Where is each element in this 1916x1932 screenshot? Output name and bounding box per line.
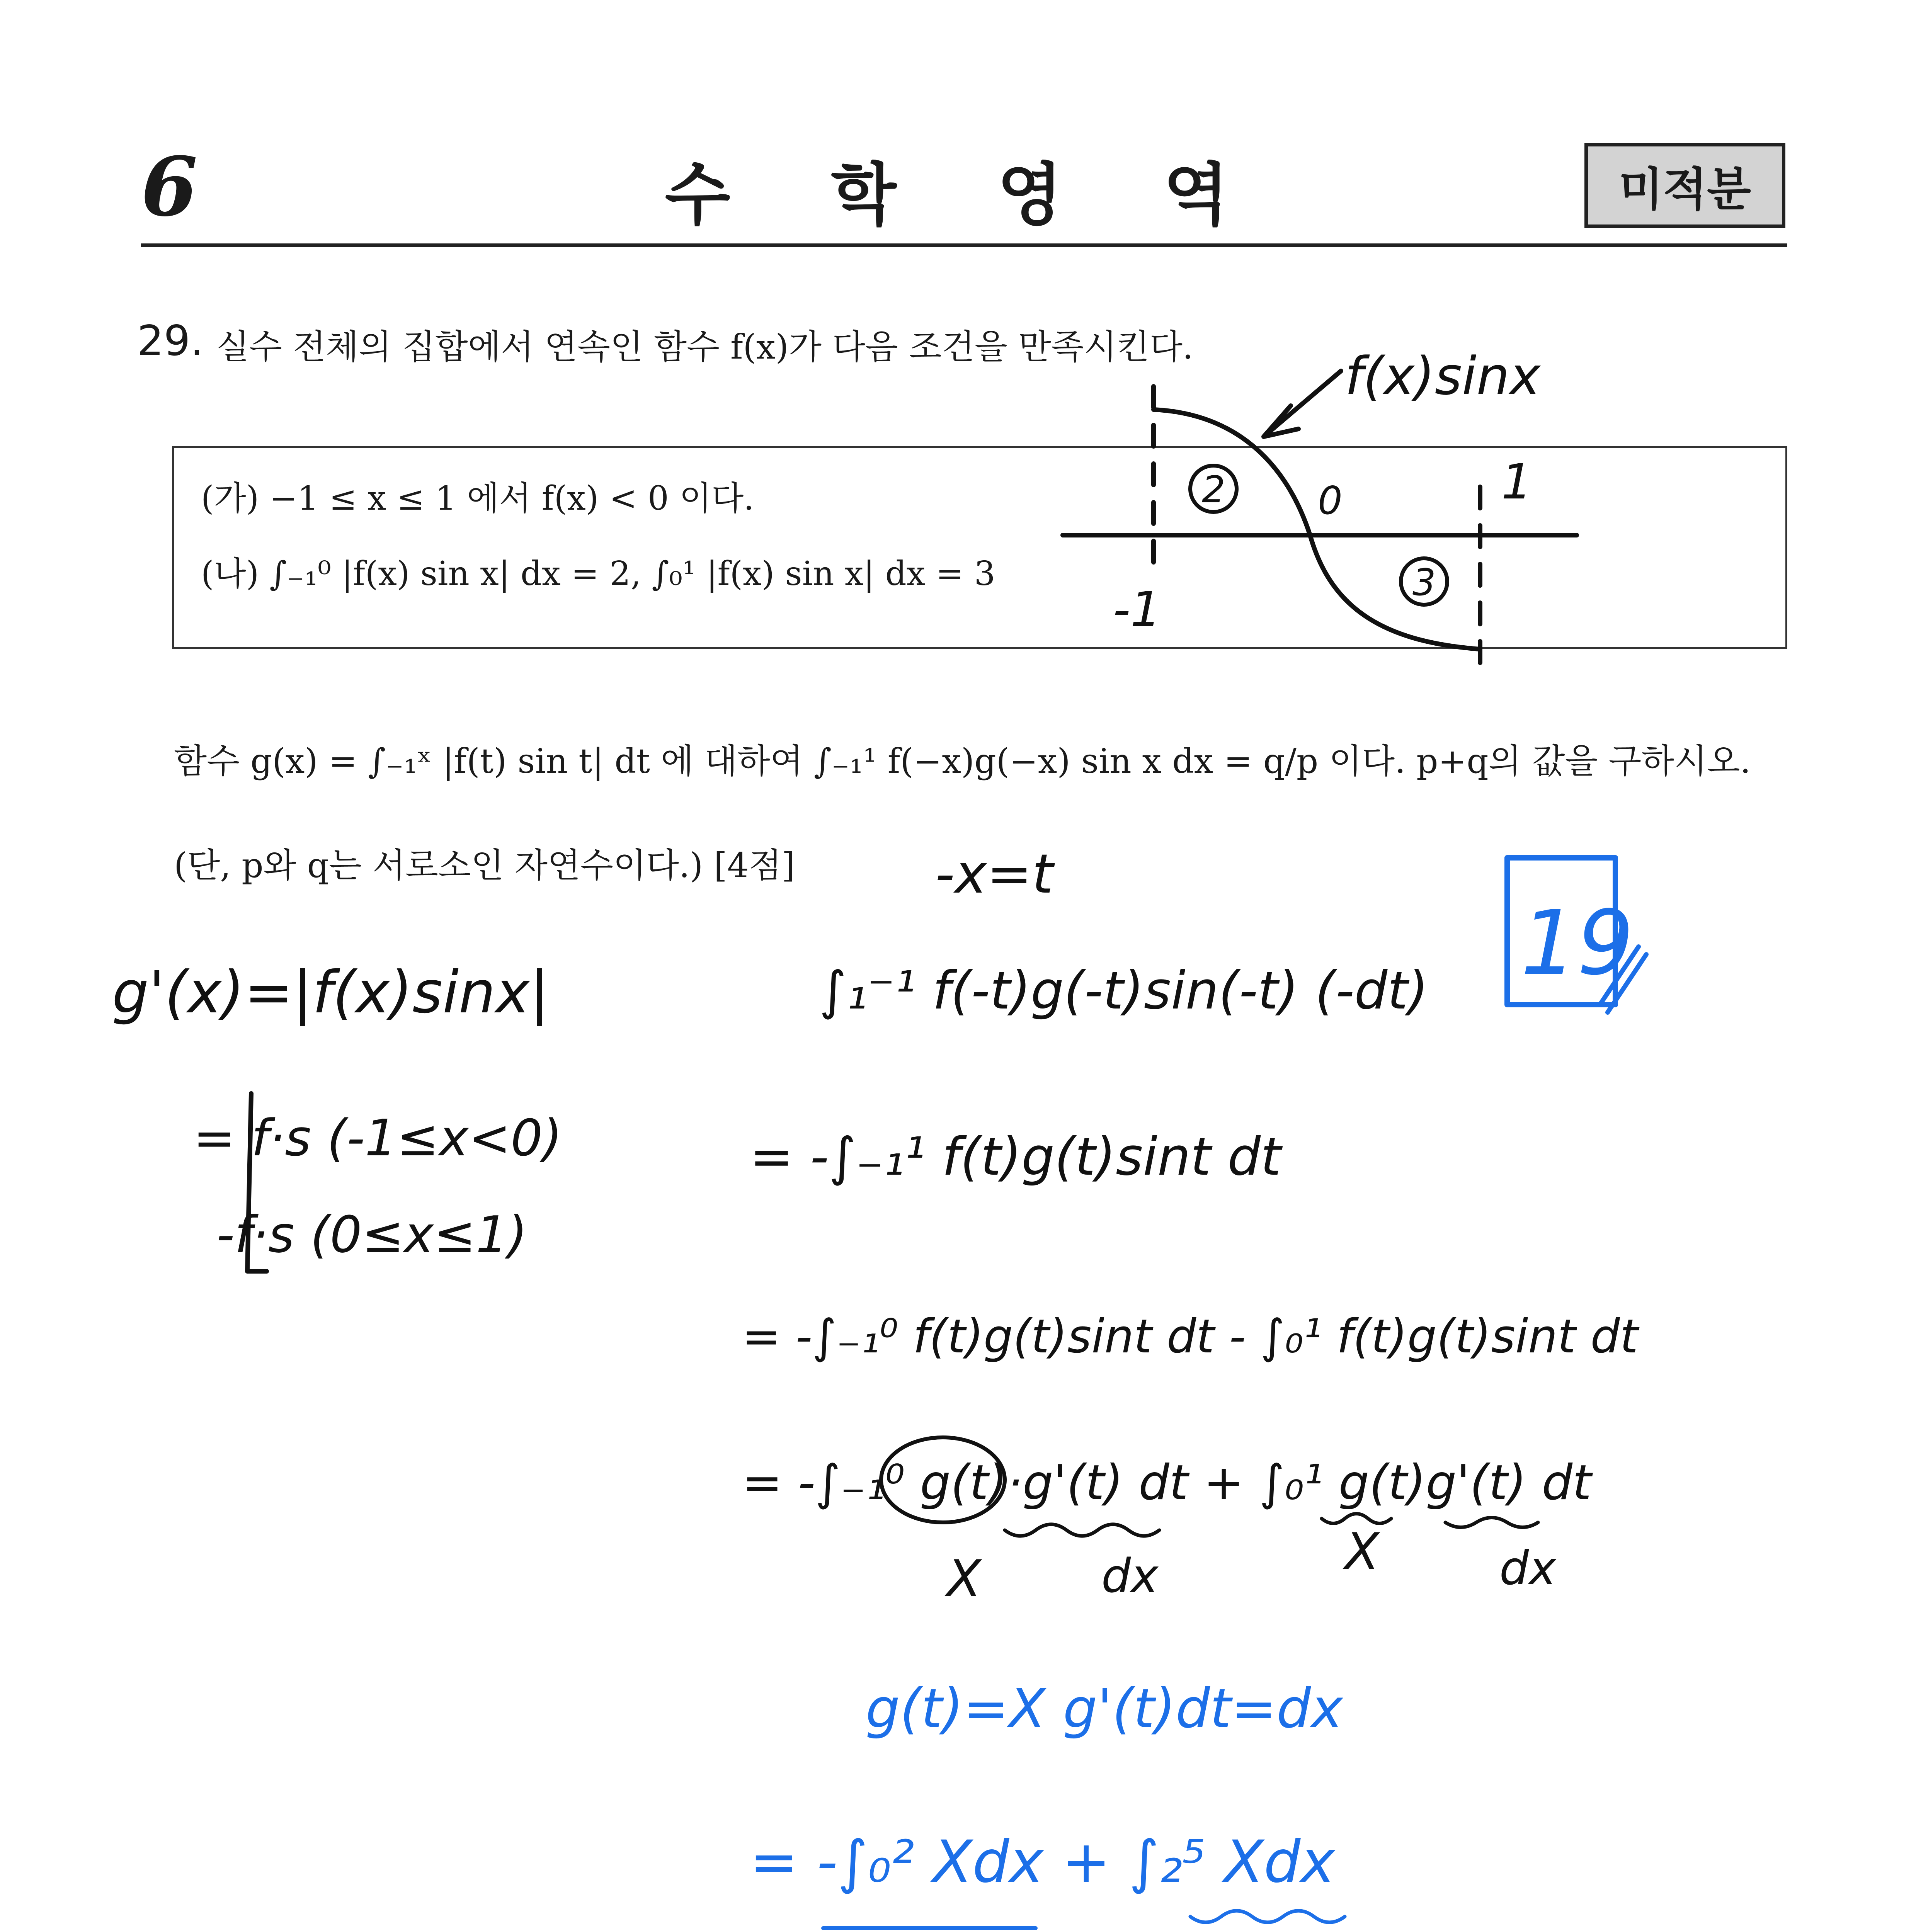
work-piecewise-2: -f·s (0≤x≤1) — [216, 1205, 527, 1264]
work-x-right: X — [1345, 1522, 1380, 1581]
condition-b: (나) ∫₋₁⁰ |f(x) sin x| dx = 2, ∫₀¹ |f(x) sin x| dx = 3 — [201, 554, 995, 593]
final-answer-value: 19 — [1521, 892, 1634, 995]
blue-underline-wave — [1190, 1911, 1345, 1922]
page-number: 6 — [141, 139, 198, 235]
work-line-4: = -∫₋₁⁰ g(t)·g'(t) dt + ∫₀¹ g(t)g'(t) dt — [742, 1455, 1592, 1511]
graph-area-right: 3 — [1412, 561, 1436, 604]
subject-tag: 미적분 — [1584, 143, 1785, 228]
graph-x-left: -1 — [1113, 582, 1161, 638]
work-line-3: = -∫₋₁⁰ f(t)g(t)sint dt - ∫₀¹ f(t)g(t)sint dt — [742, 1310, 1638, 1364]
question-stem: 실수 전체의 집합에서 연속인 함수 f(x)가 다음 조건을 만족시킨다. — [216, 327, 1193, 367]
work-substitution: -x=t — [935, 843, 1053, 906]
question-number: 29. — [137, 317, 204, 365]
graph-origin-label: 0 — [1318, 478, 1343, 523]
question-note: (단, p와 q는 서로소인 자연수이다.) [4점] — [174, 845, 795, 885]
graph-curve-label: f(x)sinx — [1345, 346, 1541, 406]
work-line-2: = -∫₋₁¹ f(t)g(t)sint dt — [750, 1126, 1281, 1187]
work-g-derivative: g'(x)=|f(x)sinx| — [112, 959, 550, 1026]
work-line-1: ∫₁⁻¹ f(-t)g(-t)sin(-t) (-dt) — [819, 960, 1428, 1021]
underline-wave-1 — [1005, 1524, 1159, 1536]
underline-wave-3 — [1445, 1518, 1538, 1527]
graph-sketch — [1063, 346, 1577, 665]
graph-curve — [1154, 410, 1480, 649]
graph-x-right: 1 — [1501, 454, 1532, 510]
question-given: 함수 g(x) = ∫₋₁ˣ |f(t) sin t| dt 에 대하여 ∫₋₁¹ f(−x)g(−x) sin x dx = q/p 이다. p+q의 값을 구하시오. — [174, 741, 1751, 781]
condition-a: (가) −1 ≤ x ≤ 1 에서 f(x) < 0 이다. — [201, 479, 754, 518]
graph-area-left: 2 — [1202, 469, 1225, 511]
work-dx-right: dx — [1499, 1542, 1557, 1595]
work-dx-left: dx — [1101, 1549, 1159, 1603]
work-piecewise-1: = f·s (-1≤x<0) — [193, 1109, 562, 1167]
work-x-left: X — [947, 1549, 982, 1608]
final-answer — [1507, 858, 1646, 1012]
graph-arrow — [1264, 371, 1341, 437]
work-blue-1: g(t)=X g'(t)dt=dx — [866, 1677, 1343, 1740]
work-blue-2: = -∫₀² Xdx + ∫₂⁵ Xdx — [750, 1828, 1335, 1896]
subject-title: 수 학 영 역 — [665, 156, 1268, 235]
